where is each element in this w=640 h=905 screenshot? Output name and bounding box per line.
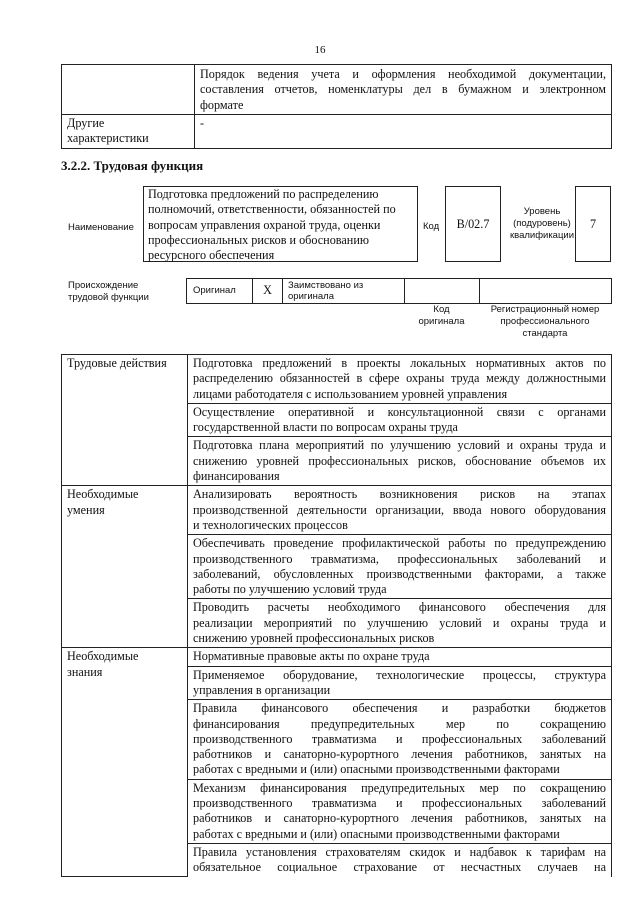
original-mark: X — [253, 279, 283, 304]
top-table-requirements-cell — [195, 65, 612, 115]
text-line: распределению обязанностей в сфере охраны труда между должностными — [193, 371, 606, 386]
text-line: трудовой функции — [68, 292, 149, 303]
text-line: Нормативные правовые акты по охране труда — [193, 649, 430, 664]
text-line: Необходимые — [67, 487, 139, 502]
text-line: Регистрационный номер — [490, 304, 600, 315]
text-line: характеристики — [67, 131, 149, 146]
other-characteristics-label — [62, 115, 195, 149]
text-line: умения — [67, 502, 105, 517]
text-line: ресурсного обеспечения — [148, 248, 275, 263]
text-line: Необходимые — [67, 649, 139, 664]
text-line: Правила финансового обеспечения и разработки бюджетов — [193, 701, 606, 716]
text-line: Механизм финансирования предупредительных мер по сокращению — [193, 780, 606, 795]
text-line: реализации мероприятий по улучшению условий и охраны труда и — [193, 615, 606, 630]
labor-action-item — [188, 403, 612, 437]
text-line: Происхождение — [68, 280, 139, 291]
text-line: Подготовка предложений по распределению — [148, 187, 379, 201]
text-line: и технологических процессов — [193, 517, 348, 532]
text-line: оригинала — [288, 291, 335, 302]
text-line: работы по улучшению условий труда — [193, 582, 387, 597]
text-line: Код — [433, 304, 450, 315]
text-line: оригинала — [418, 316, 465, 327]
registration-number-cell — [480, 279, 612, 304]
text-line: Трудовые действия — [67, 356, 167, 370]
text-line: управления в организации — [193, 682, 331, 697]
function-code-box: B/02.7 — [445, 186, 501, 262]
borrowed-label — [283, 279, 405, 304]
required-knowledge-item — [188, 779, 612, 843]
text-line: заболеваний, обусловленных производственными факторами, а также — [193, 566, 606, 581]
text-line: Обеспечивать проведение профилактической работы по предупреждению — [193, 536, 606, 551]
required-knowledge-item — [188, 666, 612, 700]
text-line: финансирования предупредительных мер по сокращению — [193, 716, 606, 731]
text-line: полномочий, ответственности, обязанностей по — [148, 202, 396, 217]
text-line: финансирования — [193, 469, 280, 484]
original-code-cell — [405, 279, 480, 304]
text-line: государственной власти по вопросам охраны труда — [193, 420, 458, 435]
required-skill-item — [188, 535, 612, 599]
qualification-level-label — [503, 206, 581, 242]
text-line: производственного травматизма, профессиональных заболеваний и — [193, 551, 606, 566]
text-line: Порядок ведения учета и оформления необходимой документации, — [200, 67, 606, 81]
text-line: составления отчетов, номенклатуры дел в бумажном и электронном — [200, 82, 606, 97]
text-line: знания — [67, 664, 103, 679]
origin-label — [68, 280, 149, 304]
required-skill-item — [188, 486, 612, 535]
labor-action-item — [188, 437, 612, 486]
other-characteristics-value: - — [195, 115, 612, 149]
text-line: работах с вредными и (или) опасными производственными факторами — [193, 762, 560, 777]
labor-action-item — [188, 355, 612, 404]
text-line: обязательное социальное страхование от несчастных случаев на — [193, 860, 606, 875]
registration-number-caption — [479, 304, 611, 340]
required-skill-item — [188, 599, 612, 648]
text-line: работников и санаторно-курортного лечения работников, занятых на — [193, 747, 606, 762]
required-knowledge-item — [188, 843, 612, 876]
text-line: Анализировать вероятность возникновения рисков на этапах — [193, 487, 606, 502]
text-line: Другие — [67, 116, 105, 130]
text-line: (подуровень) — [513, 218, 571, 229]
original-code-caption — [404, 304, 479, 328]
text-line: Подготовка предложений в проекты локальных нормативных актов по — [193, 356, 606, 370]
text-line: работах с вредными и (или) опасными производственными факторами — [193, 826, 560, 841]
origin-table — [186, 278, 612, 304]
text-line: Осуществление оперативной и консультационной связи с органами — [193, 404, 606, 419]
text-line: работников и санаторно-курортного лечения работников, занятых на — [193, 811, 606, 826]
text-line: производственного травматизма и профессиональных заболеваний — [193, 796, 606, 811]
text-line: Уровень — [523, 206, 561, 217]
required-knowledge-item — [188, 700, 612, 779]
name-label: Наименование — [68, 222, 134, 233]
text-line: производственной деятельности организации, ввода нового оборудования — [193, 502, 606, 517]
required-skills-label — [62, 486, 188, 648]
required-knowledge-label — [62, 648, 188, 877]
main-table — [61, 354, 612, 877]
text-line: профессионального — [500, 316, 590, 327]
text-line: Подготовка плана мероприятий по улучшению условий и охраны труда и — [193, 438, 606, 453]
text-line: стандарта — [522, 328, 568, 339]
text-line: вопросам управления охраной труда, оценки — [148, 217, 381, 232]
text-line: лицами работодателя с использованием уровней управления — [193, 386, 508, 401]
text-line: Проводить расчеты необходимого финансового обеспечения для — [193, 600, 606, 615]
top-table-empty-cell — [62, 65, 195, 115]
text-line: производственного травматизма и профессиональных заболеваний — [193, 731, 606, 746]
code-label: Код — [423, 221, 440, 232]
text-line: формате — [200, 97, 244, 112]
text-line: снижению уровней профессиональных рисков — [193, 631, 435, 646]
text-line: Правила установления страхователям скидок и надбавок к тарифам на — [193, 844, 606, 859]
page-number: 16 — [314, 44, 326, 56]
qualification-level-box: 7 — [575, 186, 611, 262]
labor-actions-label — [62, 355, 188, 486]
text-line: Применяемое оборудование, технологические процессы, структура — [193, 667, 606, 682]
required-knowledge-item — [188, 648, 612, 666]
text-line: квалификации — [509, 230, 575, 241]
text-line: снижению уровней профессиональных рисков, обоснование объемов их — [193, 453, 606, 468]
text-line: Заимствовано из — [288, 280, 364, 291]
function-name-box — [143, 186, 418, 262]
text-line: профессиональных рисков и обоснованию — [148, 232, 369, 247]
top-table — [61, 64, 612, 149]
section-heading: 3.2.2. Трудовая функция — [61, 158, 204, 173]
original-label: Оригинал — [187, 279, 253, 304]
